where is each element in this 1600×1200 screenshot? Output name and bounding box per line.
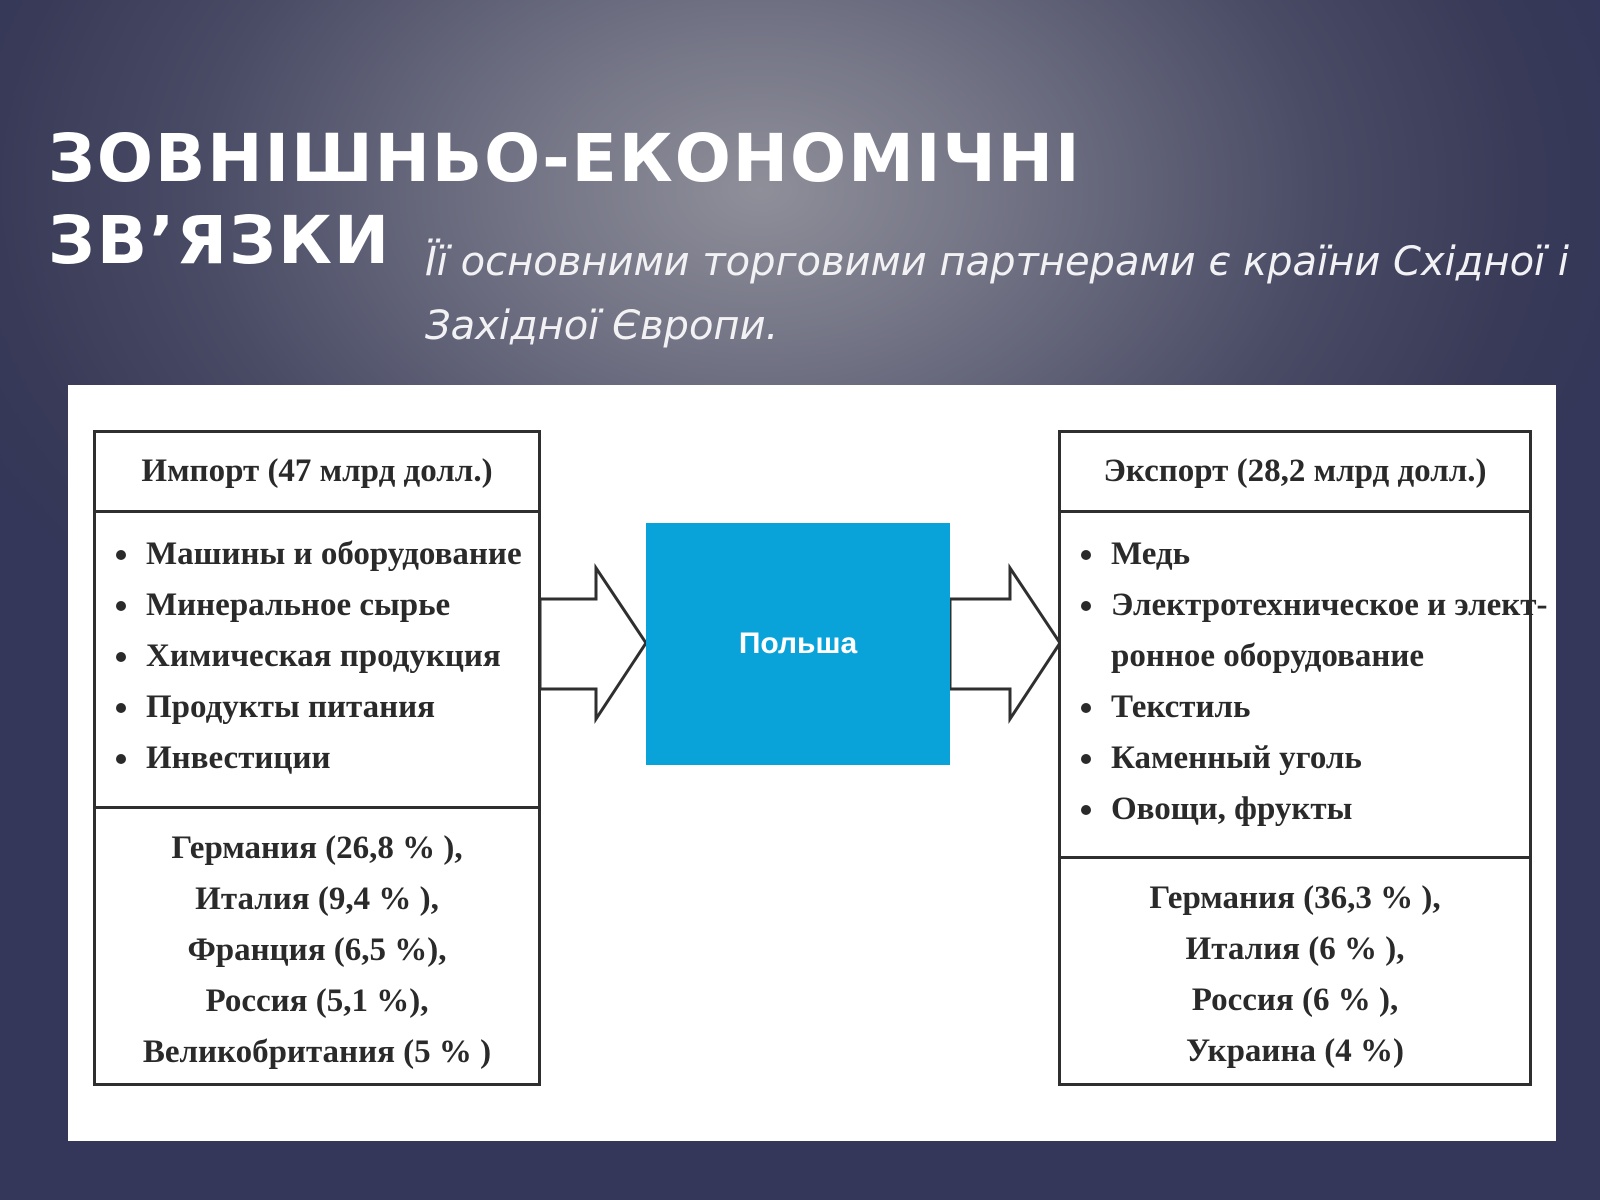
- export-country: Германия (36,3 % ),: [1149, 880, 1441, 916]
- export-item: Овощи, фрукты: [1079, 784, 1529, 835]
- export-item-continued: ронное оборудование: [1111, 638, 1425, 674]
- poland-box: Польша: [646, 523, 950, 765]
- export-title: Экспорт (28,2 млрд долл.): [1061, 433, 1529, 513]
- export-box: [1058, 430, 1548, 1086]
- import-item: Минеральное сырье: [114, 580, 538, 631]
- export-item: Текстиль: [1079, 682, 1529, 733]
- import-item: Химическая продукция: [114, 631, 538, 682]
- export-item: Электротехническое и элект-: [1079, 580, 1529, 631]
- export-arrow: [950, 568, 1060, 719]
- import-item: Продукты питания: [114, 682, 538, 733]
- import-countries: [96, 809, 538, 1078]
- export-item: Медь: [1079, 529, 1529, 580]
- slide-title-line-2: ЗВ’ЯЗКИ: [48, 202, 392, 279]
- import-item: Инвестиции: [114, 733, 538, 784]
- export-country: Россия (6 % ),: [1191, 982, 1399, 1018]
- import-country: Великобритания (5 % ): [142, 1034, 492, 1070]
- export-countries: [1061, 859, 1529, 1077]
- import-country: Россия (5,1 %),: [205, 983, 429, 1019]
- import-box: [93, 430, 541, 1086]
- import-item: Машины и оборудование: [114, 529, 538, 580]
- slide-subtitle: Її основними торговими партнерами є країни Східної і Західної Європи.: [425, 239, 1569, 349]
- import-items-list: [96, 513, 538, 809]
- import-title: Импорт (47 млрд долл.): [96, 433, 538, 513]
- export-country: Украина (4 %): [1186, 1033, 1404, 1069]
- import-arrow: [540, 568, 646, 719]
- import-country: Германия (26,8 % ),: [171, 830, 463, 866]
- export-items-list: [1061, 513, 1548, 859]
- slide-title-line-1: ЗОВНІШНЬО-ЕКОНОМІЧНІ: [48, 120, 1082, 197]
- import-country: Италия (9,4 % ),: [195, 881, 439, 917]
- export-country: Италия (6 % ),: [1185, 931, 1405, 967]
- import-country: Франция (6,5 %),: [187, 932, 447, 968]
- trade-diagram: [68, 385, 1556, 1141]
- export-item: Каменный уголь: [1079, 733, 1529, 784]
